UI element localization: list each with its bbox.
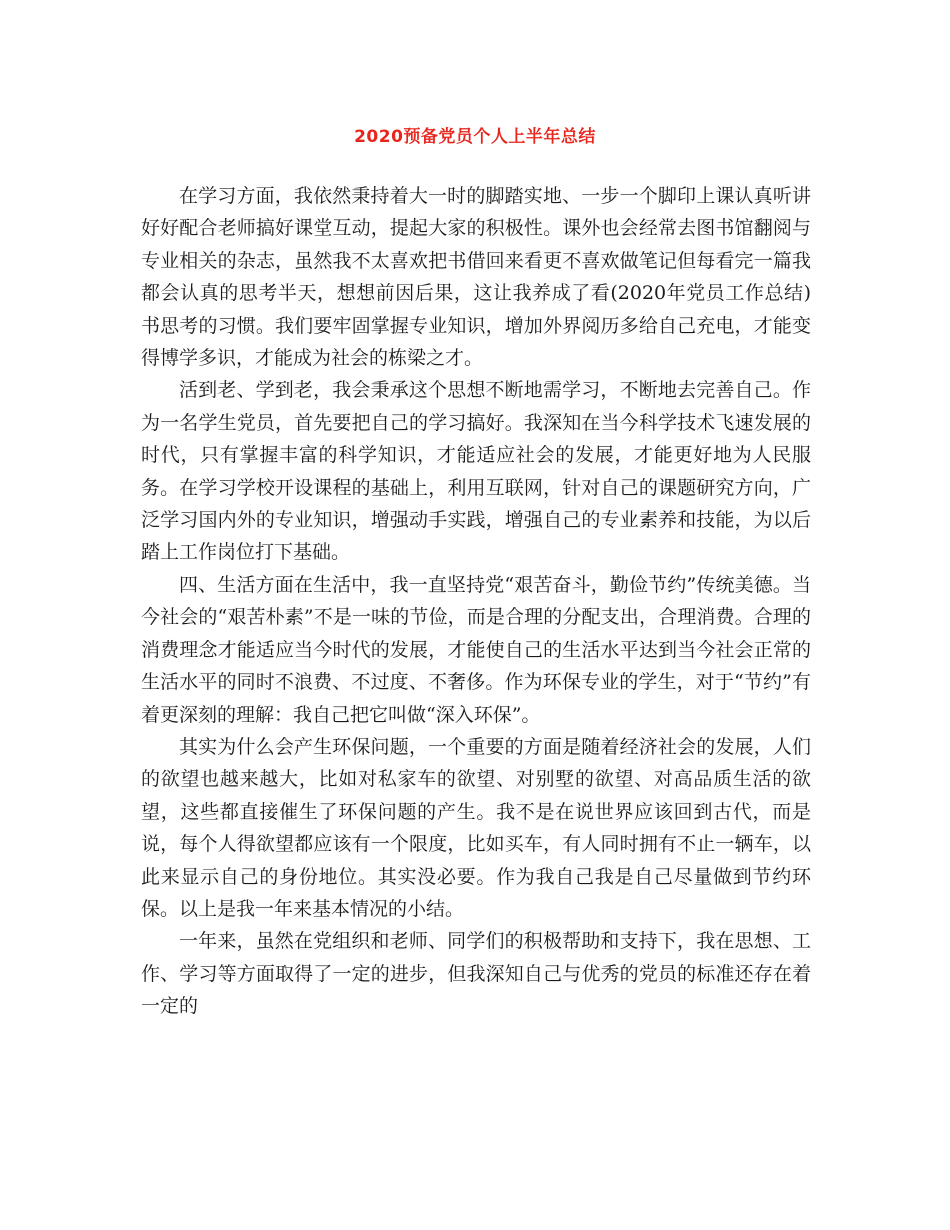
paragraph-lifelong-learning: 活到老、学到老，我会秉承这个思想不断地需学习，不断地去完善自己。作为一名学生党员，首先要把自己的学习搞好。我深知在当今科学技术飞速发展的时代，只有掌握丰富的科学知识，才能适应社会的发展，才能更好地为人民服务。在学习学校开设课程的基础上，利用互联网，针对自己的课题研究方向，广泛学习国内外的专业知识，增强动手实践，增强自己的专业素养和技能，为以后踏上工作岗位打下基础。 (141, 379, 811, 564)
paragraph-study: 在学习方面，我依然秉持着大一时的脚踏实地、一步一个脚印上课认真听讲好好配合老师搞好课堂互动，提起大家的积极性。课外也会经常去图书馆翻阅与专业相关的杂志，虽然我不太喜欢把书借回来看更不喜欢做笔记但每看完一篇我都会认真的思考半天，想想前因后果，这让我养成了看(2020年党员工作总结)书思考的习惯。我们要牢固掌握专业知识，增加外界阅历多给自己充电，才能变得博学多识，才能成为社会的栋梁之才。 (141, 185, 811, 370)
paragraph-environment: 其实为什么会产生环保问题，一个重要的方面是随着经济社会的发展，人们的欲望也越来越大，比如对私家车的欲望、对别墅的欲望、对高品质生活的欲望，这些都直接催生了环保问题的产生。我不是在说世界应该回到古代，而是说，每个人得欲望都应该有一个限度，比如买车，有人同时拥有不止一辆车，以此来显示自己的身份地位。其实没必要。作为我自己我是自己尽量做到节约环保。以上是我一年来基本情况的小结。 (141, 735, 811, 920)
paragraph-summary: 一年来，虽然在党组织和老师、同学们的积极帮助和支持下，我在思想、工作、学习等方面取得了一定的进步，但我深知自己与优秀的党员的标准还存在着一定的 (141, 930, 811, 1018)
document-body (141, 180, 811, 1023)
paragraph-life: 四、生活方面在生活中，我一直坚持党“艰苦奋斗，勤俭节约”传统美德。当今社会的“艰苦朴素”不是一味的节俭，而是合理的分配支出，合理消费。合理的消费理念才能适应当今时代的发展，才能使自己的生活水平达到当今社会正常的生活水平的同时不浪费、不过度、不奢侈。作为环保专业的学生，对于“节约”有着更深刻的理解：我自己把它叫做“深入环保”。 (141, 573, 811, 726)
document-title: 2020预备党员个人上半年总结 (354, 127, 596, 147)
